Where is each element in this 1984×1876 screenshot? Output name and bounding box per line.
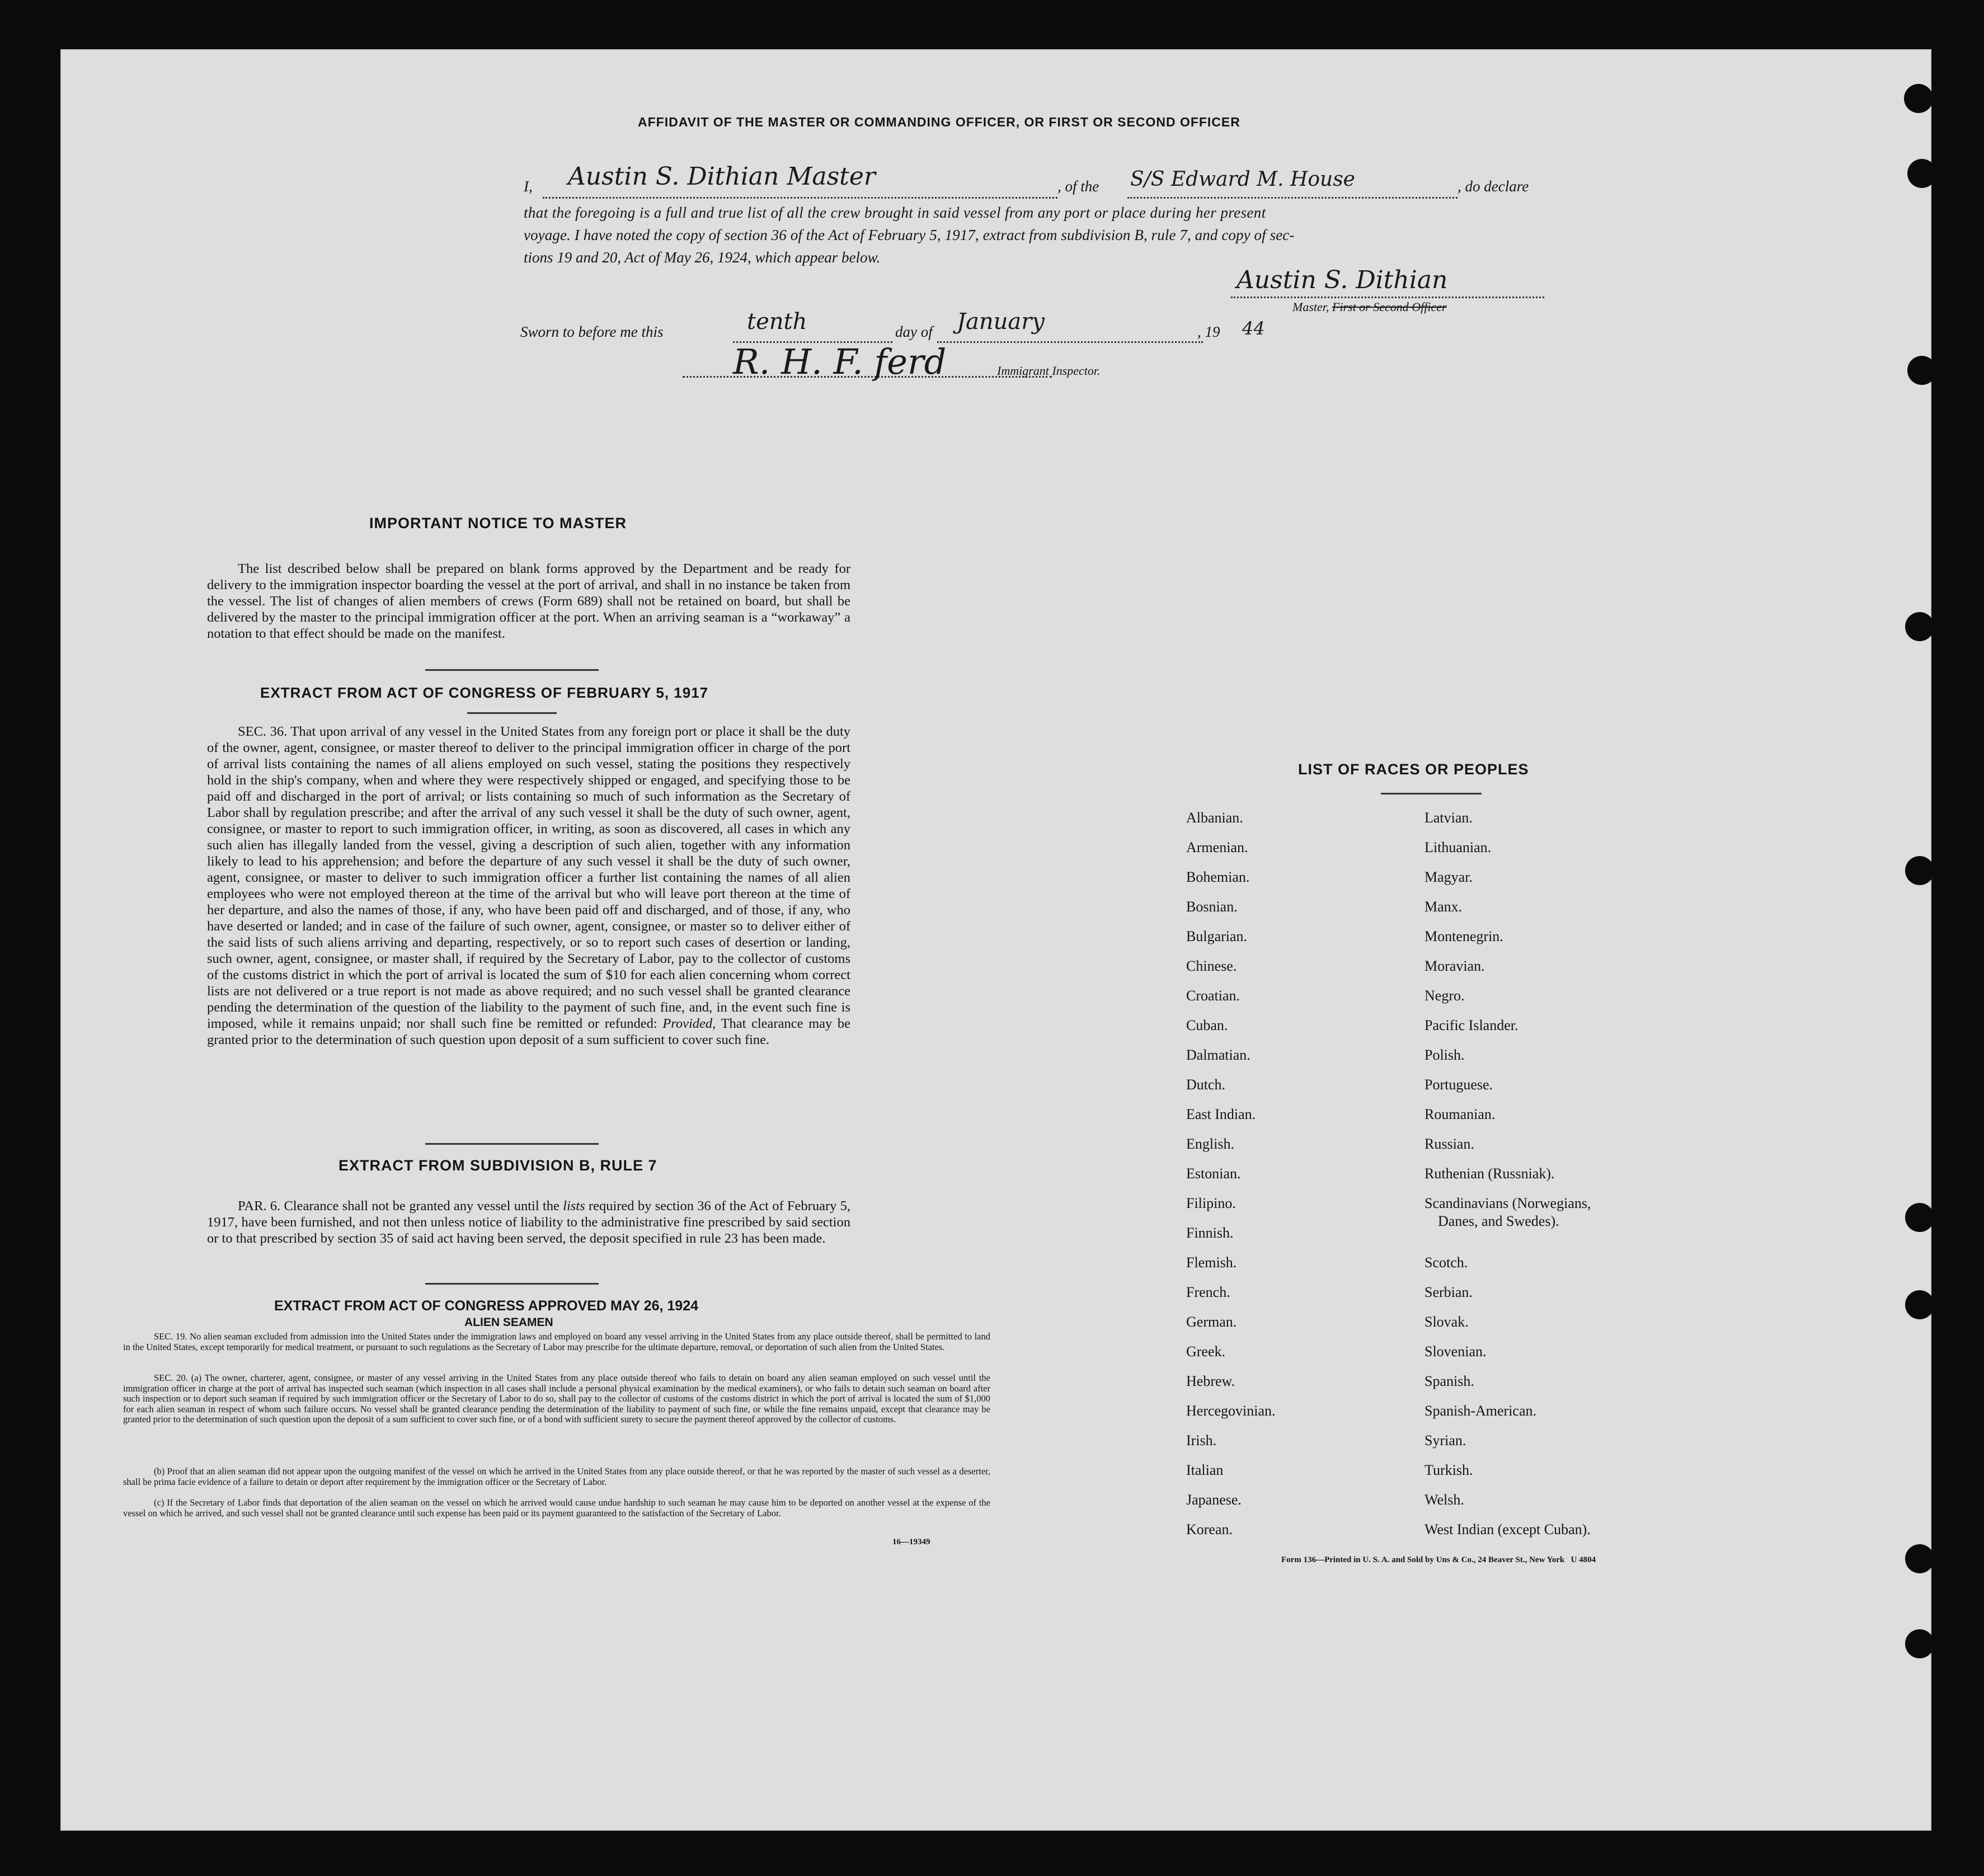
sec-19-text: SEC. 19. No alien seaman excluded from admission into the United States under the immigration laws and employed on board any vessel arriving in the United States from any place outside thereof, shall be permitted to land in the United States, except temporarily for medical treatment, or pursuant to such regulations as the Secretary of Labor may prescribe for the ultimate departure, removal, or deportation of such alien from the United States.	[123, 1331, 990, 1352]
extract-1917-text	[207, 723, 850, 1048]
race-item: Armenian.	[1186, 839, 1248, 855]
race-item: Chinese.	[1186, 958, 1237, 974]
race-item: Manx.	[1424, 899, 1463, 915]
race-item: Cuban.	[1186, 1017, 1228, 1033]
race-item: Dalmatian.	[1186, 1047, 1250, 1063]
par-6-text-a: Clearance shall not be granted any vessel until the	[284, 1198, 560, 1214]
signer-title	[1292, 300, 1447, 314]
sec-36-label: SEC. 36.	[238, 724, 288, 739]
race-item: Albanian.	[1186, 810, 1243, 826]
race-item: Latvian.	[1424, 810, 1473, 826]
do-declare-label: , do declare	[1458, 178, 1529, 195]
race-item: Italian	[1186, 1462, 1224, 1478]
race-item: English.	[1186, 1136, 1234, 1152]
extract-rule7-text	[207, 1198, 850, 1247]
form-footer: Form 136—Printed in U. S. A. and Sold by Uns & Co., 24 Beaver St., New York U 4804	[1281, 1555, 1596, 1564]
signer-title-master: Master,	[1292, 300, 1329, 314]
vessel-name-handwritten: S/S Edward M. House	[1130, 168, 1355, 191]
race-item: Croatian.	[1186, 988, 1240, 1004]
race-item: Irish.	[1186, 1432, 1217, 1449]
of-the-label: , of the	[1057, 178, 1099, 195]
race-item: German.	[1186, 1314, 1237, 1330]
document-page	[62, 50, 1930, 1830]
affidavit-body-line-3: tions 19 and 20, Act of May 26, 1924, which appear below.	[524, 249, 881, 266]
year-prefix: , 19	[1197, 323, 1220, 340]
par-6-lists: lists	[563, 1198, 585, 1214]
race-item: Flemish.	[1186, 1254, 1237, 1271]
race-item: Slovak.	[1424, 1314, 1469, 1330]
divider	[1381, 793, 1482, 794]
divider	[425, 669, 599, 671]
sec-20b-text: (b) Proof that an alien seaman did not appear upon the outgoing manifest of the vessel on which he arrived in the United States from any place outside thereof, or that he was reported by the master of such vessel as a deserter, shall be prima facie evidence of a failure to detain or deport after requirement by the immigration officer or the Secretary of Labor.	[123, 1466, 990, 1487]
race-item: Scandinavians (Norwegians,	[1424, 1195, 1591, 1211]
sec-36-end: That clearance may be granted prior to the determination of such question upon deposit of a sum sufficient to cover such fine.	[207, 1016, 851, 1047]
race-item: Greek.	[1186, 1343, 1226, 1360]
race-item: Serbian.	[1424, 1284, 1473, 1300]
race-item: Pacific Islander.	[1424, 1017, 1518, 1033]
sec-36-provided: Provided,	[662, 1016, 716, 1031]
divider	[425, 1283, 599, 1285]
race-item: Ruthenian (Russniak).	[1424, 1165, 1555, 1182]
race-item: Syrian.	[1424, 1432, 1466, 1449]
day-of-label: day of	[895, 323, 933, 340]
race-item: Welsh.	[1424, 1492, 1464, 1508]
binder-hole	[1905, 856, 1934, 885]
extract-rule7-title: EXTRACT FROM SUBDIVISION B, RULE 7	[338, 1157, 657, 1174]
binder-hole	[1907, 159, 1936, 188]
master-signature: Austin S. Dithian	[1237, 266, 1448, 294]
race-item: Roumanian.	[1424, 1106, 1496, 1122]
race-item: Magyar.	[1424, 869, 1473, 885]
race-item: Bohemian.	[1186, 869, 1250, 885]
race-item: French.	[1186, 1284, 1230, 1300]
race-item: Negro.	[1424, 988, 1465, 1004]
races-left-column	[1186, 803, 1276, 1544]
sec-20a-text: SEC. 20. (a) The owner, charterer, agent, consignee, or master of any vessel arriving in the United States from any place outside thereof who fails to detain on board any alien seaman employed on such vessel until the immigration officer in charge at the port of arrival has inspected such seaman (which inspection in all cases shall include a personal physical examination by the medical examiners), or who fails to detain such seaman on board after such inspection or to deport such seaman if required by such immigration officer or the Secretary of Labor to do so, shall pay to the collector of customs of the customs district in which the port of arrival is located the sum of $1,000 for each alien seaman in respect of whom such failure occurs. No vessel shall be granted clearance pending the determination of the liability to payment of such fine, or while the fine remains unpaid, except that clearance may be granted prior to the determination of such question upon the deposit of a sum sufficient to cover such fine, or of a bond with sufficient surety to secure the payment thereof approved by the collector of customs.	[123, 1372, 990, 1425]
inspector-signature: R. H. F. ferd	[733, 341, 947, 382]
race-item: Danes, and Swedes).	[1438, 1213, 1559, 1229]
races-right-column	[1424, 803, 1591, 1544]
race-item: Spanish-American.	[1424, 1403, 1537, 1419]
day-handwritten: tenth	[747, 309, 807, 335]
race-item: Dutch.	[1186, 1076, 1226, 1093]
notice-title: IMPORTANT NOTICE TO MASTER	[369, 515, 627, 532]
month-line	[937, 341, 1203, 343]
race-item: Hebrew.	[1186, 1373, 1235, 1389]
race-item: Scotch.	[1424, 1254, 1468, 1271]
month-handwritten: January	[957, 309, 1045, 335]
binder-hole	[1905, 1629, 1934, 1658]
race-item: Bulgarian.	[1186, 928, 1248, 944]
race-item: Turkish.	[1424, 1462, 1473, 1478]
race-item: Russian.	[1424, 1136, 1474, 1152]
binder-hole	[1905, 1544, 1934, 1573]
sec-20c-text: (c) If the Secretary of Labor finds that deportation of the alien seaman on the vessel on which he arrived would cause undue hardship to such seaman he may cause him to be deported on another vessel at the expense of the vessel on which he arrived, and such vessel shall not be granted clearance until such expense has been paid or its payment guaranteed to the satisfaction of the Secretary of Labor.	[123, 1497, 990, 1518]
signer-title-struck: First or Second Officer	[1332, 300, 1447, 314]
race-item: Filipino.	[1186, 1195, 1236, 1211]
divider	[425, 1143, 599, 1145]
race-item: Slovenian.	[1424, 1343, 1487, 1360]
divider	[467, 712, 557, 714]
master-name-handwritten: Austin S. Dithian Master	[568, 162, 876, 191]
race-item: Hercegovinian.	[1186, 1403, 1276, 1419]
vessel-line	[1127, 197, 1458, 199]
affidavit-body-line-1: that the foregoing is a full and true list of all the crew brought in said vessel from any port or place during her present	[524, 204, 1266, 221]
binder-hole	[1905, 612, 1934, 641]
binder-hole	[1904, 84, 1933, 113]
affidavit-i-label: I,	[524, 178, 533, 195]
master-signature-line	[1231, 297, 1544, 298]
affidavit-body-line-2: voyage. I have noted the copy of section 36 of the Act of February 5, 1917, extract from subdivision B, rule 7, and copy of sec-	[524, 227, 1295, 243]
race-item: Portuguese.	[1424, 1076, 1493, 1093]
extract-1924-title: EXTRACT FROM ACT OF CONGRESS APPROVED MAY 26, 1924	[274, 1298, 699, 1314]
race-item: Moravian.	[1424, 958, 1485, 974]
notice-text: The list described below shall be prepared on blank forms approved by the Department and be ready for delivery to the immigration inspector boarding the vessel at the port of arrival, and shall in no instance be taken from the vessel. The list of changes of alien members of crews (Form 689) shall not be retained on board, but shall be delivered by the master to the principal immigration officer at the port. When an arriving seaman is a “workaway” a notation to that effect should be made on the manifest.	[207, 561, 850, 641]
race-item: Polish.	[1424, 1047, 1465, 1063]
race-item: Montenegrin.	[1424, 928, 1503, 944]
par-6-label: PAR. 6.	[238, 1198, 281, 1214]
race-item: Estonian.	[1186, 1165, 1241, 1182]
year-handwritten: 44	[1242, 318, 1265, 339]
par-6-text-b: required by section 36 of the Act of February 5, 1917, have been furnished, and not then unless notice of liability to the administrative fine prescribed by said section or to that prescribed by section 35 of said act having been served, the deposit specified in rule 23 has been made.	[207, 1198, 851, 1246]
affidavit-heading: AFFIDAVIT OF THE MASTER OR COMMANDING OFFICER, OR FIRST OR SECOND OFFICER	[638, 115, 1240, 129]
sec-36-body: That upon arrival of any vessel in the United States from any foreign port or place it shall be the duty of the owner, agent, consignee, or master thereof to deliver to the principal immigration officer in charge of the port of arrival lists containing the names of all aliens employed on such vessel, stating the positions they respectively hold in the ship's company, when and where they were respectively shipped or engaged, and specifying those to be paid off and discharged in the port of arrival; or lists containing so much of such information as the Secretary of Labor shall by regulation prescribe; and after the arrival of any such vessel it shall be the duty of such owner, agent, consignee, or master to report to such immigration officer, in writing, as soon as discovered, all cases in which any such alien has illegally landed from the vessel, giving a description of such alien, together with any information likely to lead to his apprehension; and before the departure of any such vessel it shall be the duty of such owner, agent, consignee, or master to deliver to such immigration officer a further list containing the names of all alien employees who were not employed thereon at the time of the arrival but who will leave port thereon at the time of her departure, and also the names of those, if any, who have been paid off and discharged, and of those, if any, who have deserted or landed; and in case of the failure of such owner, agent, consignee, or master so to deliver either of the said lists of such aliens arriving and departing, respectively, or so to report such cases of desertion or landing, such owner, agent, consignee, or master shall, if required by the Secretary of Labor, pay to the collector of customs of the customs district in which the port of arrival is located the sum of $10 for each alien concerning whom correct lists are not delivered or a true report is not made as above required; and no such vessel shall be granted clearance pending the determination of the question of the liability to the payment of such fine, and, in the event such fine is imposed, while it remains unpaid; nor shall such fine be remitted or refunded:	[207, 724, 851, 1031]
races-title: LIST OF RACES OR PEOPLES	[1298, 761, 1529, 778]
binder-hole	[1905, 1290, 1934, 1319]
extract-1917-title: EXTRACT FROM ACT OF CONGRESS OF FEBRUARY 5, 1917	[260, 684, 709, 701]
binder-hole	[1907, 356, 1936, 385]
print-code: 16—19349	[892, 1538, 930, 1546]
binder-hole	[1905, 1203, 1934, 1232]
alien-seamen-subtitle: ALIEN SEAMEN	[464, 1316, 553, 1329]
race-item: Japanese.	[1186, 1492, 1242, 1508]
name-line	[543, 197, 1057, 199]
sworn-prefix: Sworn to before me this	[520, 323, 664, 340]
race-item: Finnish.	[1186, 1225, 1234, 1241]
race-item: West Indian (except Cuban).	[1424, 1521, 1591, 1538]
inspector-label: Immigrant Inspector.	[997, 364, 1101, 378]
race-item: East Indian.	[1186, 1106, 1256, 1122]
race-item: Korean.	[1186, 1521, 1233, 1538]
race-item: Bosnian.	[1186, 899, 1238, 915]
race-item: Lithuanian.	[1424, 839, 1492, 855]
race-item: Spanish.	[1424, 1373, 1474, 1389]
